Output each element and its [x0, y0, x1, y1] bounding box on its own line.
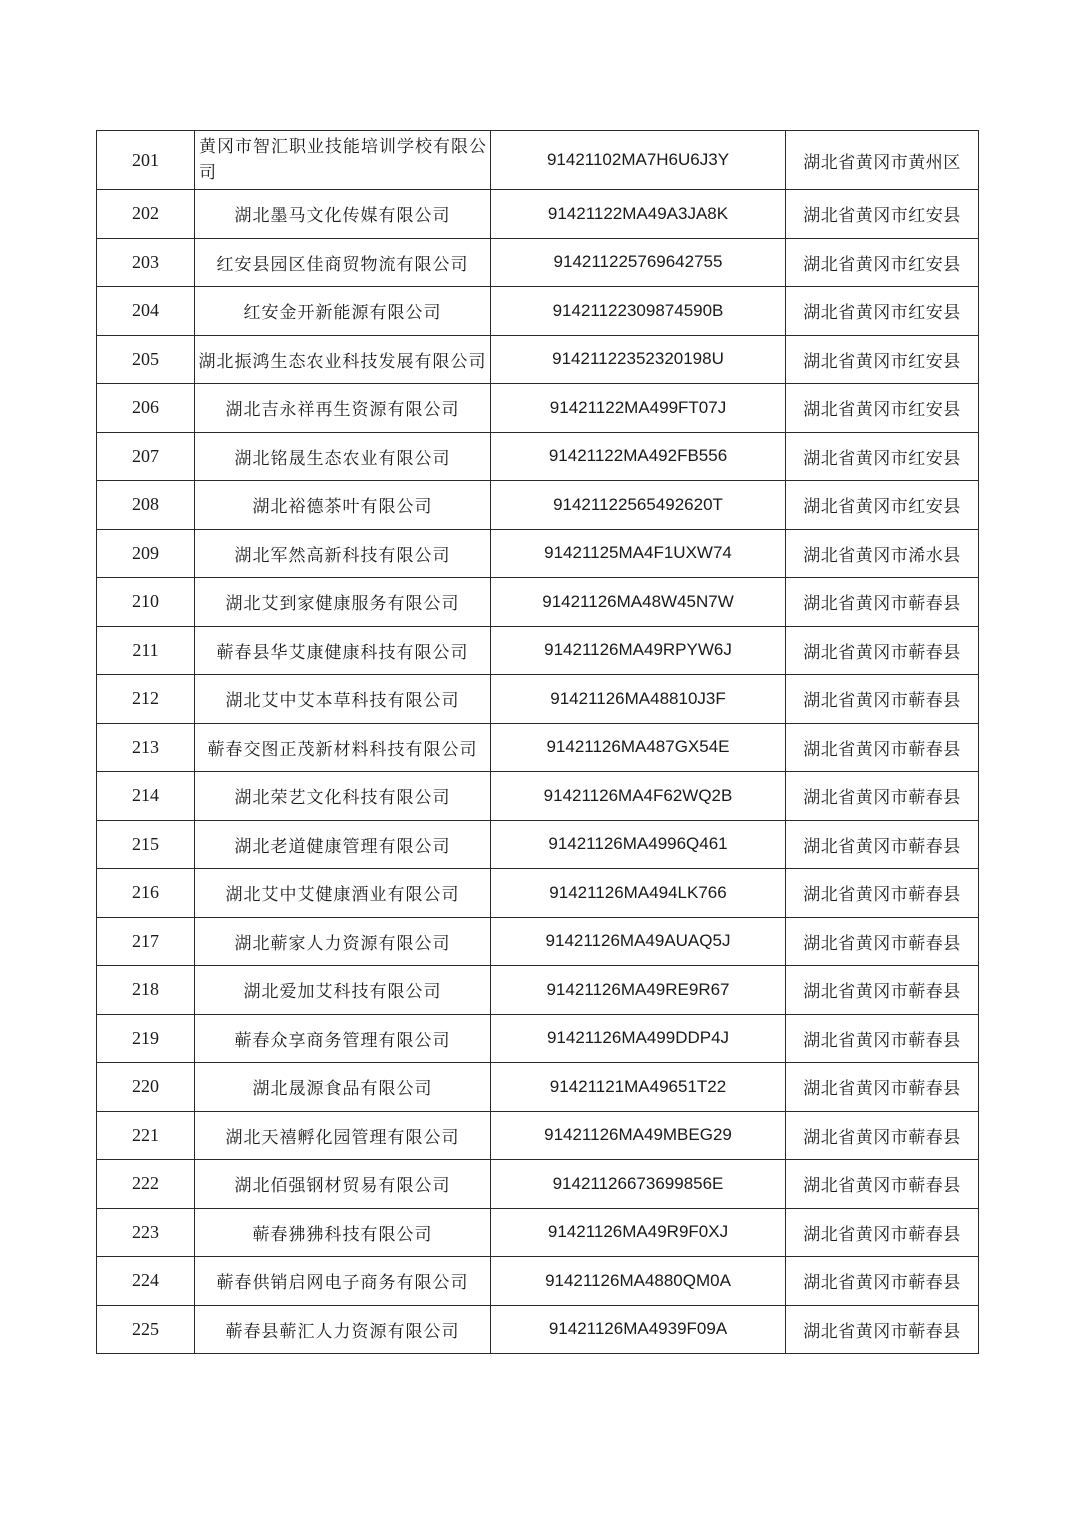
company-address: 湖北省黄冈市红安县 — [786, 287, 979, 336]
credit-code: 91421122352320198U — [491, 335, 786, 384]
company-address: 湖北省黄冈市蕲春县 — [786, 869, 979, 918]
table-row — [97, 1257, 979, 1306]
company-address: 湖北省黄冈市红安县 — [786, 481, 979, 530]
table-row — [97, 869, 979, 918]
table-row — [97, 481, 979, 530]
row-number: 201 — [97, 131, 195, 190]
company-name: 蕲春狒狒科技有限公司 — [195, 1208, 491, 1257]
table-row — [97, 190, 979, 239]
table-row — [97, 966, 979, 1015]
credit-code: 91421122309874590B — [491, 287, 786, 336]
row-number: 215 — [97, 820, 195, 869]
credit-code: 91421126MA4939F09A — [491, 1305, 786, 1354]
credit-code: 91421126MA48W45N7W — [491, 578, 786, 627]
company-address: 湖北省黄冈市蕲春县 — [786, 1063, 979, 1112]
row-number: 217 — [97, 917, 195, 966]
credit-code: 91421122MA499FT07J — [491, 384, 786, 433]
company-name: 湖北艾中艾健康酒业有限公司 — [195, 869, 491, 918]
company-address: 湖北省黄冈市红安县 — [786, 432, 979, 481]
table-row — [97, 820, 979, 869]
table-row — [97, 131, 979, 190]
company-name: 湖北艾到家健康服务有限公司 — [195, 578, 491, 627]
company-name: 蕲春众享商务管理有限公司 — [195, 1014, 491, 1063]
company-name: 湖北裕德茶叶有限公司 — [195, 481, 491, 530]
company-name: 湖北军然高新科技有限公司 — [195, 529, 491, 578]
credit-code: 91421126MA49R9F0XJ — [491, 1208, 786, 1257]
company-name: 湖北艾中艾本草科技有限公司 — [195, 675, 491, 724]
company-address: 湖北省黄冈市蕲春县 — [786, 1160, 979, 1209]
company-name: 湖北墨马文化传媒有限公司 — [195, 190, 491, 239]
table-body — [97, 131, 979, 1354]
credit-code: 91421122565492620T — [491, 481, 786, 530]
table-row — [97, 917, 979, 966]
company-address: 湖北省黄冈市红安县 — [786, 190, 979, 239]
row-number: 214 — [97, 772, 195, 821]
row-number: 206 — [97, 384, 195, 433]
credit-code: 914211225769642755 — [491, 238, 786, 287]
row-number: 211 — [97, 626, 195, 675]
company-name: 蕲春县蕲汇人力资源有限公司 — [195, 1305, 491, 1354]
row-number: 216 — [97, 869, 195, 918]
credit-code: 91421126MA487GX54E — [491, 723, 786, 772]
row-number: 213 — [97, 723, 195, 772]
credit-code: 91421121MA49651T22 — [491, 1063, 786, 1112]
row-number: 204 — [97, 287, 195, 336]
credit-code: 91421126MA4F62WQ2B — [491, 772, 786, 821]
credit-code: 91421126MA499DDP4J — [491, 1014, 786, 1063]
credit-code: 91421122MA492FB556 — [491, 432, 786, 481]
table-row — [97, 626, 979, 675]
table-row — [97, 335, 979, 384]
company-name: 湖北吉永祥再生资源有限公司 — [195, 384, 491, 433]
company-name: 湖北佰强钢材贸易有限公司 — [195, 1160, 491, 1209]
table-row — [97, 287, 979, 336]
table-row — [97, 1063, 979, 1112]
company-address: 湖北省黄冈市蕲春县 — [786, 820, 979, 869]
company-address: 湖北省黄冈市红安县 — [786, 238, 979, 287]
company-name: 蕲春县华艾康健康科技有限公司 — [195, 626, 491, 675]
credit-code: 91421126MA49RPYW6J — [491, 626, 786, 675]
company-address: 湖北省黄冈市蕲春县 — [786, 723, 979, 772]
company-registry-table — [96, 130, 979, 1354]
company-address: 湖北省黄冈市蕲春县 — [786, 966, 979, 1015]
row-number: 225 — [97, 1305, 195, 1354]
company-name: 红安县园区佳商贸物流有限公司 — [195, 238, 491, 287]
credit-code: 91421126MA49RE9R67 — [491, 966, 786, 1015]
row-number: 218 — [97, 966, 195, 1015]
credit-code: 91421125MA4F1UXW74 — [491, 529, 786, 578]
company-address: 湖北省黄冈市黄州区 — [786, 131, 979, 190]
row-number: 219 — [97, 1014, 195, 1063]
company-address: 湖北省黄冈市浠水县 — [786, 529, 979, 578]
company-address: 湖北省黄冈市蕲春县 — [786, 578, 979, 627]
table-row — [97, 1208, 979, 1257]
table-row — [97, 238, 979, 287]
table-row — [97, 578, 979, 627]
row-number: 224 — [97, 1257, 195, 1306]
credit-code: 91421126MA4996Q461 — [491, 820, 786, 869]
row-number: 222 — [97, 1160, 195, 1209]
credit-code: 91421126673699856E — [491, 1160, 786, 1209]
row-number: 202 — [97, 190, 195, 239]
company-name: 湖北爱加艾科技有限公司 — [195, 966, 491, 1015]
row-number: 208 — [97, 481, 195, 530]
company-name: 黄冈市智汇职业技能培训学校有限公司 — [195, 131, 491, 190]
table-row — [97, 384, 979, 433]
company-address: 湖北省黄冈市蕲春县 — [786, 626, 979, 675]
company-name: 蕲春交图正茂新材料科技有限公司 — [195, 723, 491, 772]
row-number: 205 — [97, 335, 195, 384]
company-address: 湖北省黄冈市红安县 — [786, 384, 979, 433]
credit-code: 91421126MA48810J3F — [491, 675, 786, 724]
company-name: 湖北荣艺文化科技有限公司 — [195, 772, 491, 821]
row-number: 203 — [97, 238, 195, 287]
table-row — [97, 432, 979, 481]
table-row — [97, 723, 979, 772]
row-number: 221 — [97, 1111, 195, 1160]
row-number: 209 — [97, 529, 195, 578]
row-number: 212 — [97, 675, 195, 724]
company-name: 蕲春供销启网电子商务有限公司 — [195, 1257, 491, 1306]
row-number: 207 — [97, 432, 195, 481]
credit-code: 91421126MA49MBEG29 — [491, 1111, 786, 1160]
company-name: 湖北铭晟生态农业有限公司 — [195, 432, 491, 481]
company-name: 湖北蕲家人力资源有限公司 — [195, 917, 491, 966]
company-address: 湖北省黄冈市蕲春县 — [786, 1208, 979, 1257]
credit-code: 91421126MA4880QM0A — [491, 1257, 786, 1306]
company-address: 湖北省黄冈市蕲春县 — [786, 1305, 979, 1354]
company-address: 湖北省黄冈市蕲春县 — [786, 1014, 979, 1063]
company-address: 湖北省黄冈市蕲春县 — [786, 1257, 979, 1306]
company-name: 红安金开新能源有限公司 — [195, 287, 491, 336]
table-row — [97, 1305, 979, 1354]
row-number: 210 — [97, 578, 195, 627]
credit-code: 91421102MA7H6U6J3Y — [491, 131, 786, 190]
company-name: 湖北振鸿生态农业科技发展有限公司 — [195, 335, 491, 384]
company-address: 湖北省黄冈市红安县 — [786, 335, 979, 384]
table-row — [97, 1160, 979, 1209]
table-row — [97, 529, 979, 578]
credit-code: 91421122MA49A3JA8K — [491, 190, 786, 239]
credit-code: 91421126MA49AUAQ5J — [491, 917, 786, 966]
company-address: 湖北省黄冈市蕲春县 — [786, 772, 979, 821]
company-address: 湖北省黄冈市蕲春县 — [786, 1111, 979, 1160]
company-name: 湖北老道健康管理有限公司 — [195, 820, 491, 869]
company-name: 湖北天禧孵化园管理有限公司 — [195, 1111, 491, 1160]
row-number: 220 — [97, 1063, 195, 1112]
table-row — [97, 675, 979, 724]
table-row — [97, 1111, 979, 1160]
row-number: 223 — [97, 1208, 195, 1257]
company-name: 湖北晟源食品有限公司 — [195, 1063, 491, 1112]
table-row — [97, 1014, 979, 1063]
credit-code: 91421126MA494LK766 — [491, 869, 786, 918]
company-address: 湖北省黄冈市蕲春县 — [786, 675, 979, 724]
table-row — [97, 772, 979, 821]
company-address: 湖北省黄冈市蕲春县 — [786, 917, 979, 966]
